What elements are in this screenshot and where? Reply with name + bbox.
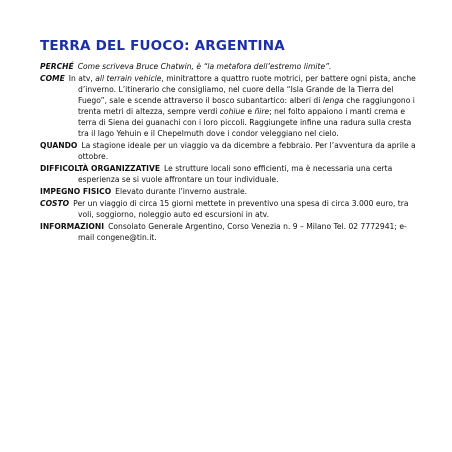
section-text: ñire bbox=[254, 107, 270, 116]
section-text: Come scriveva Bruce Chatwin, è “la metafora dell’estremo limite”. bbox=[77, 62, 332, 71]
section-text: Le strutture locali sono efficienti, ma è necessaria una certa esperienza se si vuole affrontare un tour individuale. bbox=[78, 164, 393, 184]
section-text: all terrain vehicle bbox=[95, 74, 162, 83]
sections-list bbox=[40, 61, 422, 243]
section-label: INFORMAZIONI bbox=[40, 222, 105, 231]
section-text: , minitrattore a quattro ruote motrici, per battere ogni pista, anche d’inverno. L’itinerario che consigliamo, nel cuore della “Isla Grande de la Tierra del Fuego”, sale e scende attraverso il bosco subantartico: alberi di bbox=[78, 74, 416, 105]
section-text: e bbox=[244, 107, 255, 116]
section-costo bbox=[40, 198, 422, 220]
section-difficoltà-organizzative bbox=[40, 163, 422, 185]
section-text: lenga bbox=[322, 96, 344, 105]
section-text: ; nel folto appaiono i manti crema e terra di Siena dei guanachi con i loro piccoli. Raggiungete infine una radura sulla cresta tra il lago Yehuin e il Chepelmuth dove i condor veleggiano nel cielo. bbox=[78, 107, 412, 138]
section-label: PERCHÉ bbox=[40, 62, 74, 71]
section-label: IMPEGNO FISICO bbox=[40, 187, 112, 196]
section-text: Consolato Generale Argentino, Corso Venezia n. 9 – Milano Tel. 02 7772941; e-mail congene@tin.it. bbox=[78, 222, 407, 242]
section-text: Elevato durante l’inverno australe. bbox=[115, 187, 248, 196]
section-text: che raggiungono i trenta metri di altezza, sempre verdi bbox=[78, 96, 415, 116]
section-text: cohiue bbox=[219, 107, 245, 116]
section-label: COME bbox=[40, 74, 65, 83]
section-quando bbox=[40, 140, 422, 162]
section-label: QUANDO bbox=[40, 141, 78, 150]
section-impegno-fisico bbox=[40, 186, 422, 197]
section-text: Per un viaggio di circa 15 giorni mettete in preventivo una spesa di circa 3.000 euro, tra voli, soggiorno, noleggio auto ed escursioni in atv. bbox=[73, 199, 409, 219]
page-title: TERRA DEL FUOCO: ARGENTINA bbox=[40, 38, 285, 54]
section-label: DIFFICOLTÀ ORGANIZZATIVE bbox=[40, 164, 161, 173]
section-come bbox=[40, 73, 422, 139]
section-label: COSTO bbox=[40, 199, 70, 208]
section-informazioni bbox=[40, 221, 422, 243]
section-text: La stagione ideale per un viaggio va da dicembre a febbraio. Per l’avventura da aprile a ottobre. bbox=[78, 141, 416, 161]
section-text: In atv, bbox=[68, 74, 96, 83]
section-perché bbox=[40, 61, 422, 72]
